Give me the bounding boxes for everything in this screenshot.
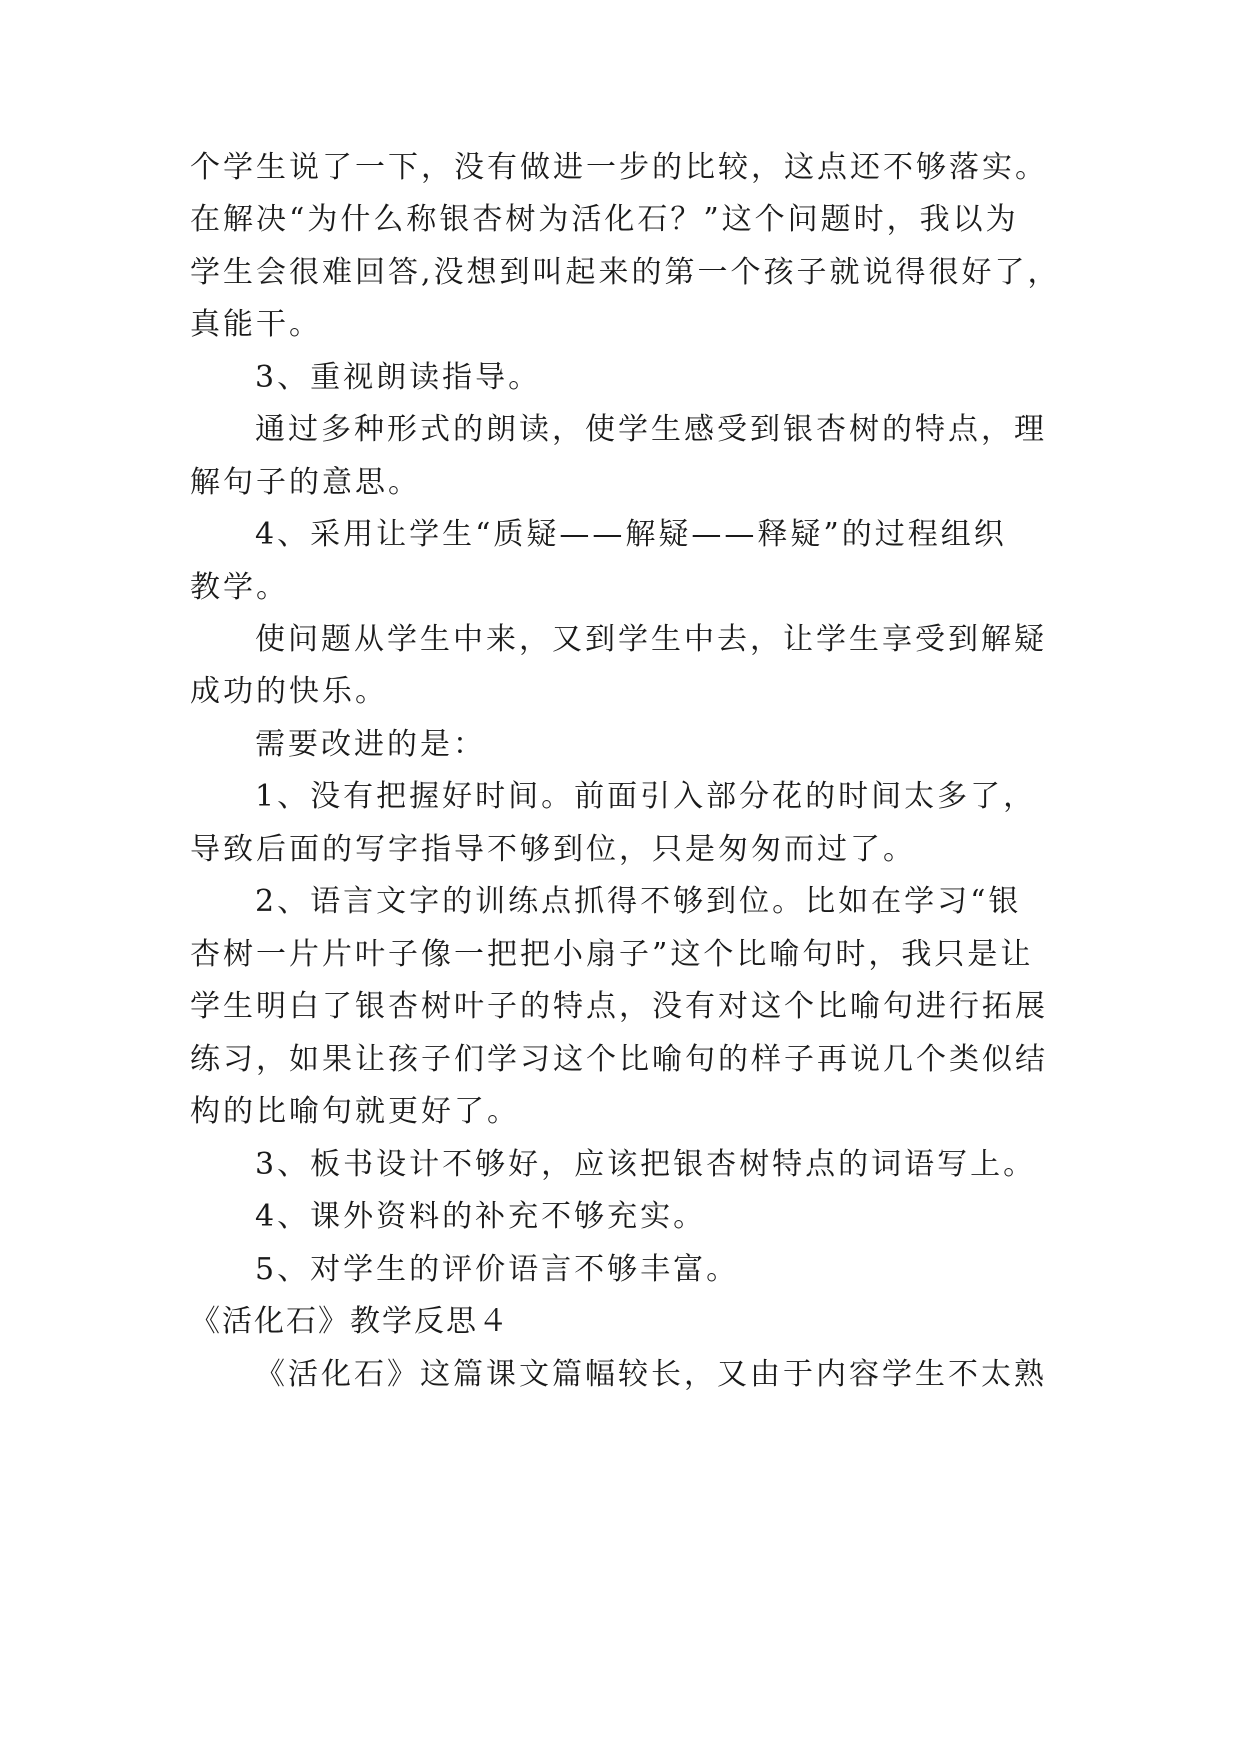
text-line: 解句子的意思。 xyxy=(190,465,421,500)
text-line: 成功的快乐。 xyxy=(190,674,388,709)
list-item: 5、对学生的评价语言不够丰富。 xyxy=(255,1252,740,1287)
list-item-heading: 4、采用让学生“质疑——解疑——释疑”的过程组织 xyxy=(255,517,1007,552)
paragraph-line: 《活化石》这篇课文篇幅较长，又由于内容学生不太熟 xyxy=(255,1357,1047,1392)
text-line: 教学。 xyxy=(190,570,289,605)
list-item: 1、没有把握好时间。前面引入部分花的时间太多了， xyxy=(255,779,1037,814)
text-line: 构的比喻句就更好了。 xyxy=(190,1094,520,1129)
text-line: 导致后面的写字指导不够到位，只是匆匆而过了。 xyxy=(190,832,916,867)
text-line: 练习，如果让孩子们学习这个比喻句的样子再说几个类似结 xyxy=(190,1042,1048,1077)
section-title: 《活化石》教学反思４ xyxy=(190,1304,510,1339)
list-item: 4、课外资料的补充不够充实。 xyxy=(255,1199,707,1234)
list-item: 3、板书设计不够好，应该把银杏树特点的词语写上。 xyxy=(255,1147,1037,1182)
text-line: 真能干。 xyxy=(190,307,322,342)
text-line: 个学生说了一下，没有做进一步的比较，这点还不够落实。 xyxy=(190,150,1048,185)
paragraph-line: 通过多种形式的朗读，使学生感受到银杏树的特点，理 xyxy=(255,412,1047,447)
list-item-heading: 3、重视朗读指导。 xyxy=(255,360,542,395)
section-intro: 需要改进的是： xyxy=(255,727,486,762)
text-line: 杏树一片片叶子像一把把小扇子”这个比喻句时，我只是让 xyxy=(190,937,1034,972)
list-item: 2、语言文字的训练点抓得不够到位。比如在学习“银 xyxy=(255,884,1022,919)
paragraph-line: 使问题从学生中来，又到学生中去，让学生享受到解疑 xyxy=(255,622,1047,657)
text-line: 学生会很难回答,没想到叫起来的第一个孩子就说得很好了， xyxy=(190,255,1061,290)
text-line: 在解决“为什么称银杏树为活化石？”这个问题时，我以为 xyxy=(190,202,1019,237)
text-line: 学生明白了银杏树叶子的特点，没有对这个比喻句进行拓展 xyxy=(190,989,1048,1024)
